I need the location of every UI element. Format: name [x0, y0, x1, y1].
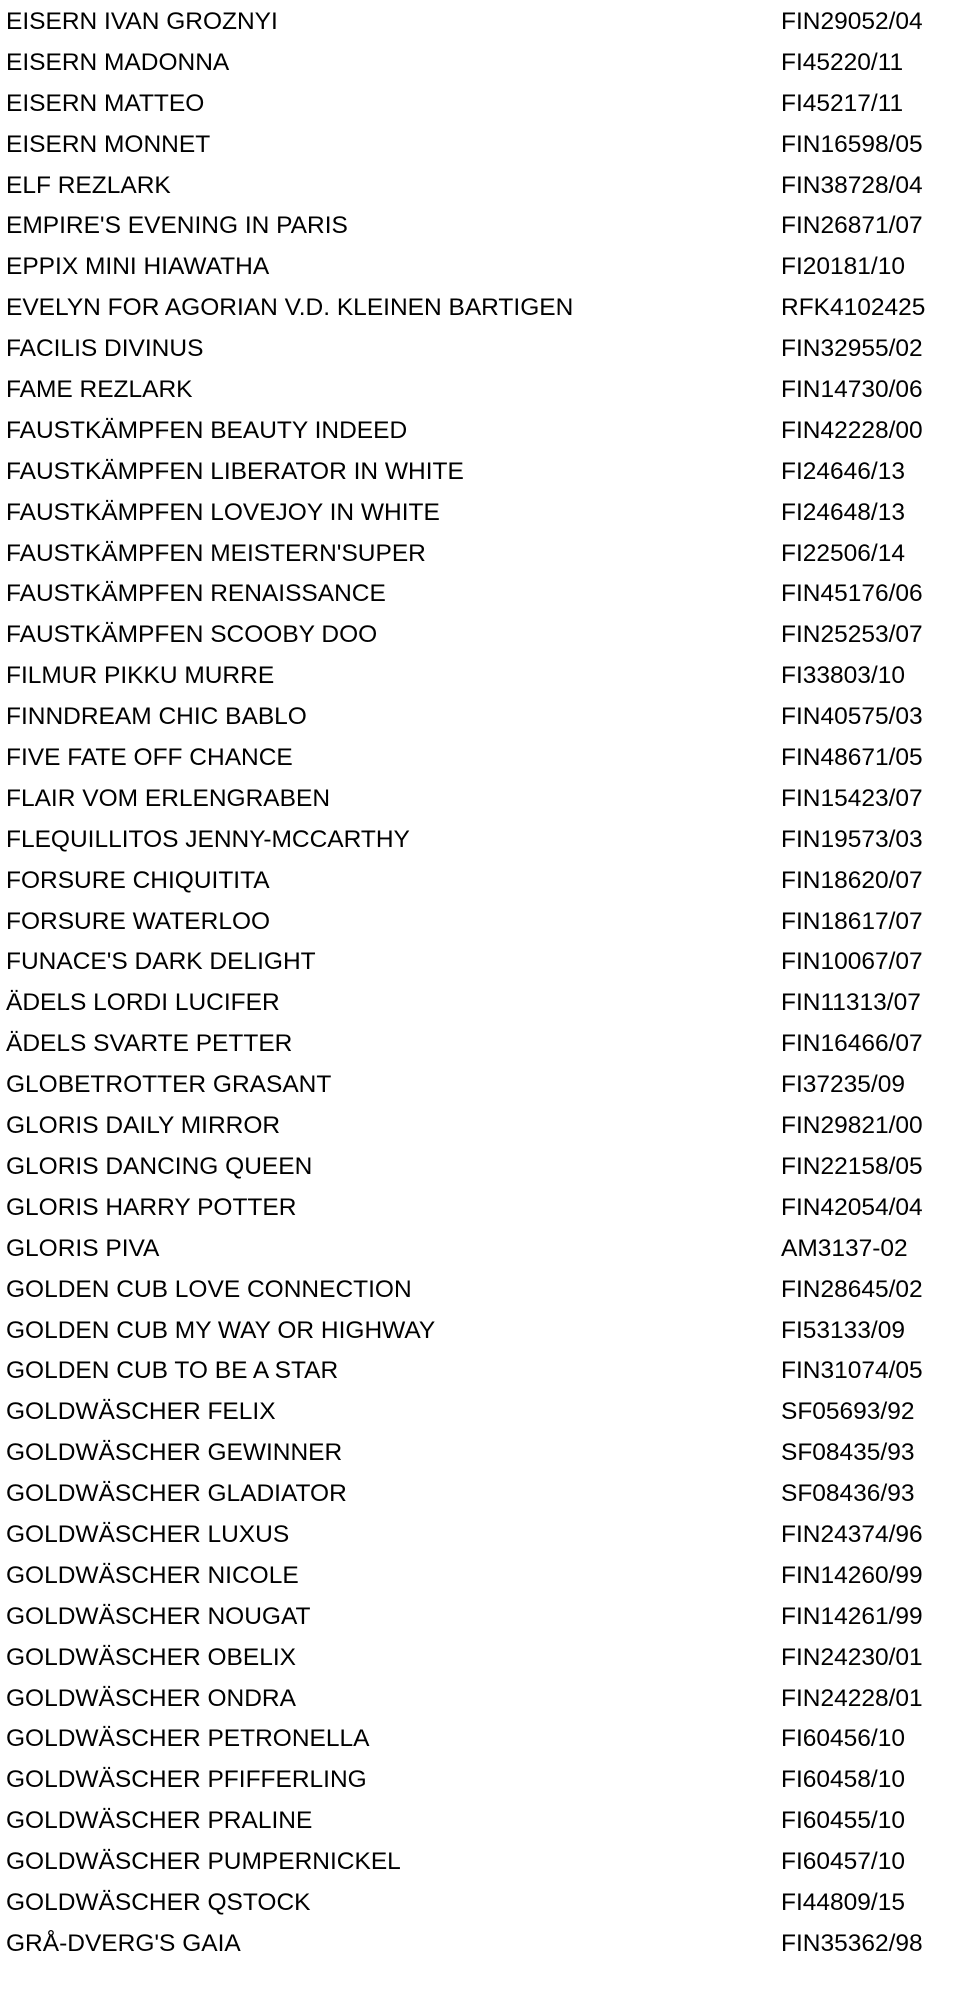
registration-number: SF05693/92	[781, 1398, 915, 1426]
registration-number: FI22506/14	[781, 539, 905, 567]
list-item	[0, 1229, 960, 1270]
list-item	[0, 1760, 960, 1801]
dog-name: GOLDEN CUB LOVE CONNECTION	[6, 1275, 412, 1303]
list-item	[0, 779, 960, 820]
registration-number: FI45220/11	[781, 48, 904, 76]
dog-name: GOLDWÄSCHER PFIFFERLING	[6, 1766, 367, 1794]
list-item	[0, 1679, 960, 1720]
dog-name: FAME REZLARK	[6, 376, 193, 404]
dog-name: GOLDWÄSCHER ONDRA	[6, 1684, 296, 1712]
registration-number: FIN16598/05	[781, 130, 923, 158]
dog-name: FAUSTKÄMPFEN RENAISSANCE	[6, 580, 386, 608]
dog-name: EISERN MADONNA	[6, 48, 230, 76]
registration-number: FIN24374/96	[781, 1520, 923, 1548]
dog-name: GOLDWÄSCHER QSTOCK	[6, 1888, 311, 1916]
registration-number: FIN14261/99	[781, 1602, 923, 1630]
dog-name: GLORIS DAILY MIRROR	[6, 1112, 281, 1140]
list-item	[0, 493, 960, 534]
dog-name: FINNDREAM CHIC BABLO	[6, 703, 307, 731]
list-item	[0, 1065, 960, 1106]
list-item	[0, 84, 960, 125]
dog-name: FORSURE CHIQUITITA	[6, 866, 270, 894]
registration-number: FI24648/13	[781, 498, 905, 526]
list-item	[0, 1147, 960, 1188]
list-item	[0, 1024, 960, 1065]
list-item	[0, 1474, 960, 1515]
list-item	[0, 1638, 960, 1679]
list-item	[0, 861, 960, 902]
registration-number: FI33803/10	[781, 662, 905, 690]
dog-name: GOLDWÄSCHER FELIX	[6, 1398, 276, 1426]
dog-name: FUNACE'S DARK DELIGHT	[6, 948, 316, 976]
registration-number: FI24646/13	[781, 457, 905, 485]
list-item	[0, 1597, 960, 1638]
dog-name: GOLDEN CUB MY WAY OR HIGHWAY	[6, 1316, 436, 1344]
registration-number: FIN16466/07	[781, 1030, 923, 1058]
dog-name: GOLDWÄSCHER NICOLE	[6, 1561, 299, 1589]
registration-number: FIN38728/04	[781, 171, 923, 199]
list-item	[0, 942, 960, 983]
registration-number: FI20181/10	[781, 253, 905, 281]
registration-number: FI60458/10	[781, 1766, 905, 1794]
list-item	[0, 615, 960, 656]
list-item	[0, 2, 960, 43]
registration-number: SF08436/93	[781, 1480, 915, 1508]
list-item	[0, 247, 960, 288]
dog-name: FAUSTKÄMPFEN SCOOBY DOO	[6, 621, 378, 649]
registration-number: FIN28645/02	[781, 1275, 923, 1303]
registration-number: FIN48671/05	[781, 744, 923, 772]
registration-number: FIN18617/07	[781, 907, 923, 935]
list-item	[0, 1311, 960, 1352]
list-item	[0, 1842, 960, 1883]
registration-number: FIN29821/00	[781, 1112, 923, 1140]
dog-name: FACILIS DIVINUS	[6, 335, 204, 363]
registration-number: FIN32955/02	[781, 335, 923, 363]
list-item	[0, 1433, 960, 1474]
list-item	[0, 288, 960, 329]
list-item	[0, 697, 960, 738]
registration-number: FIN24228/01	[781, 1684, 923, 1712]
dog-name: FAUSTKÄMPFEN BEAUTY INDEED	[6, 416, 408, 444]
registration-number: FIN26871/07	[781, 212, 923, 240]
list-item	[0, 1515, 960, 1556]
registration-number: FIN10067/07	[781, 948, 923, 976]
list-item	[0, 1106, 960, 1147]
registration-number: FIN14730/06	[781, 376, 923, 404]
dog-name: FAUSTKÄMPFEN LIBERATOR IN WHITE	[6, 457, 464, 485]
list-item	[0, 411, 960, 452]
registration-number: FIN35362/98	[781, 1929, 923, 1957]
registration-number: FI44809/15	[781, 1888, 905, 1916]
dog-name: GLOBETROTTER GRASANT	[6, 1071, 332, 1099]
dog-name: EISERN IVAN GROZNYI	[6, 8, 278, 35]
dog-name: EPPIX MINI HIAWATHA	[6, 253, 270, 281]
registration-number: FI60457/10	[781, 1848, 905, 1876]
registration-number: FI53133/09	[781, 1316, 905, 1344]
list-item	[0, 1801, 960, 1842]
registration-number: FIN42228/00	[781, 416, 923, 444]
dog-name: ELF REZLARK	[6, 171, 171, 199]
dog-name: FIVE FATE OFF CHANCE	[6, 744, 293, 772]
dog-name: GOLDWÄSCHER PRALINE	[6, 1807, 313, 1835]
list-item	[0, 452, 960, 493]
dog-name: FORSURE WATERLOO	[6, 907, 271, 935]
list-item	[0, 1883, 960, 1924]
registration-number: FI60455/10	[781, 1807, 905, 1835]
registration-number: FIN29052/04	[781, 8, 923, 35]
registration-number: FIN18620/07	[781, 866, 923, 894]
registration-number: FIN42054/04	[781, 1193, 923, 1221]
list-item	[0, 370, 960, 411]
dog-name: GRÅ-DVERG'S GAIA	[6, 1929, 241, 1957]
registration-number: FIN19573/03	[781, 825, 923, 853]
list-item	[0, 1924, 960, 1965]
dog-name: FILMUR PIKKU MURRE	[6, 662, 275, 690]
dog-name: ÄDELS SVARTE PETTER	[6, 1030, 293, 1058]
dog-name: GOLDWÄSCHER PETRONELLA	[6, 1725, 370, 1753]
dog-name: EMPIRE'S EVENING IN PARIS	[6, 212, 348, 240]
list-item	[0, 983, 960, 1024]
dog-name: EISERN MONNET	[6, 130, 211, 158]
dog-name: FLAIR VOM ERLENGRABEN	[6, 784, 331, 812]
list-item	[0, 902, 960, 943]
registration-number: FIN45176/06	[781, 580, 923, 608]
dog-name: ÄDELS LORDI LUCIFER	[6, 989, 280, 1017]
list-item	[0, 1719, 960, 1760]
list-item	[0, 534, 960, 575]
dog-name: FLEQUILLITOS JENNY-MCCARTHY	[6, 825, 410, 853]
list-item	[0, 738, 960, 779]
list-item	[0, 43, 960, 84]
registration-number: FIN14260/99	[781, 1561, 923, 1589]
registration-number: FIN24230/01	[781, 1643, 923, 1671]
registration-number: FIN11313/07	[781, 989, 921, 1017]
registration-number: FIN25253/07	[781, 621, 923, 649]
list-item	[0, 206, 960, 247]
dog-name: GOLDEN CUB TO BE A STAR	[6, 1357, 339, 1385]
registration-number: FIN15423/07	[781, 784, 923, 812]
list-item	[0, 1556, 960, 1597]
dog-name: GOLDWÄSCHER OBELIX	[6, 1643, 296, 1671]
registration-number: FI37235/09	[781, 1071, 905, 1099]
dog-name: GOLDWÄSCHER GLADIATOR	[6, 1480, 347, 1508]
dog-name: GLORIS PIVA	[6, 1234, 160, 1262]
dog-name: EISERN MATTEO	[6, 89, 205, 117]
dog-name: FAUSTKÄMPFEN LOVEJOY IN WHITE	[6, 498, 440, 526]
list-item	[0, 1270, 960, 1311]
list-item	[0, 125, 960, 166]
registration-number: FI60456/10	[781, 1725, 905, 1753]
registration-number: AM3137-02	[781, 1234, 908, 1262]
list-item	[0, 820, 960, 861]
list-item	[0, 1392, 960, 1433]
registration-number: RFK4102425	[781, 294, 926, 322]
dog-name: FAUSTKÄMPFEN MEISTERN'SUPER	[6, 539, 426, 567]
registration-number: FI45217/11	[781, 89, 904, 117]
registration-number: FIN40575/03	[781, 703, 923, 731]
list-item	[0, 166, 960, 207]
registration-number: SF08435/93	[781, 1439, 915, 1467]
dog-name: EVELYN FOR AGORIAN V.D. KLEINEN BARTIGEN	[6, 294, 574, 322]
list-item	[0, 574, 960, 615]
list-item	[0, 1188, 960, 1229]
dog-name: GOLDWÄSCHER NOUGAT	[6, 1602, 311, 1630]
dog-name: GLORIS HARRY POTTER	[6, 1193, 297, 1221]
dog-name: GOLDWÄSCHER LUXUS	[6, 1520, 290, 1548]
dog-name: GOLDWÄSCHER PUMPERNICKEL	[6, 1848, 401, 1876]
list-item	[0, 656, 960, 697]
list-item	[0, 329, 960, 370]
dog-name: GOLDWÄSCHER GEWINNER	[6, 1439, 343, 1467]
registration-number: FIN31074/05	[781, 1357, 923, 1385]
registration-number: FIN22158/05	[781, 1152, 923, 1180]
list-item	[0, 1351, 960, 1392]
dog-name: GLORIS DANCING QUEEN	[6, 1152, 313, 1180]
